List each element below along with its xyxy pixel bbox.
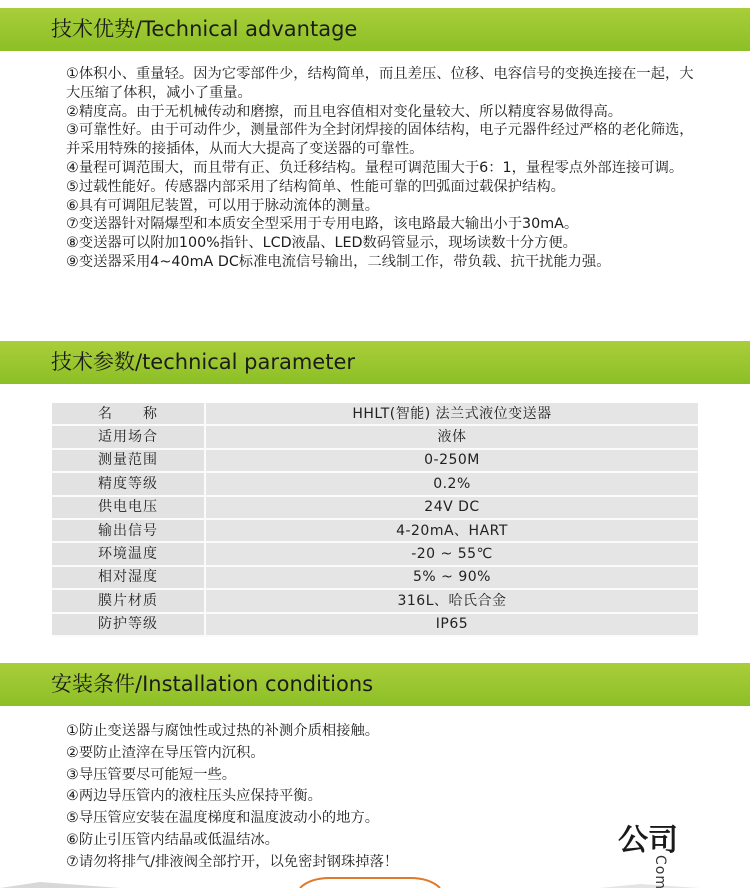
company-logo: 公司 [618,823,678,858]
param-value: HHLT(智能) 法兰式液位变送器 [205,403,698,425]
table-row [52,472,698,495]
parameter-banner [0,341,750,384]
parameter-title: 技术参数/technical parameter [51,350,356,374]
advantage-item: ①体积小、重量轻。因为它零部件少，结构简单，而且差压、位移、电容信号的变换连接在一起，大大压缩了体积，减小了重量。 [66,66,694,101]
advantage-item: ⑧变送器可以附加100%指针、LCD液晶、LED数码管显示，现场读数十分方便。 [66,235,577,252]
advantage-item: ⑨变送器采用4~40mA DC标准电流信号输出，二线制工作，带负载、抗干扰能力强。 [66,253,611,270]
param-key: 防护等级 [52,613,205,636]
parameter-table [52,403,698,637]
table-row [52,542,698,565]
param-value: 0.2% [205,472,698,495]
param-value: IP65 [205,613,698,636]
param-value: 24V DC [205,496,698,519]
table-row [52,425,698,448]
installation-item: ②要防止渣滓在导压管内沉积。 [66,744,265,761]
table-row [52,496,698,519]
advantage-title: 技术优势/Technical advantage [51,17,358,41]
param-key: 输出信号 [52,519,205,542]
logo-com-text: Com [652,855,668,890]
param-value: -20 ~ 55℃ [205,542,698,565]
installation-item: ③导压管要尽可能短一些。 [66,766,237,783]
bottom-decoration [0,860,750,888]
param-key: 环境温度 [52,542,205,565]
param-value: 5% ~ 90% [205,566,698,589]
table-row [52,589,698,612]
advantage-item: ④量程可调范围大，而且带有正、负迁移结构。量程可调范围大于6：1，量程零点外部连接可调。 [66,159,684,176]
param-value: 0-250M [205,449,698,472]
advantage-item: ⑦变送器针对隔爆型和本质安全型采用于专用电路，该电路最大输出小于30mA。 [66,216,579,233]
table-row [52,519,698,542]
installation-item: ④两边导压管内的液柱压头应保持平衡。 [66,788,322,805]
table-row [52,403,698,425]
param-value: 液体 [205,425,698,448]
installation-title: 安装条件/Installation conditions [51,672,374,696]
advantage-banner [0,8,750,51]
advantage-item: ②精度高。由于无机械传动和磨擦，而且电容值相对变化量较大、所以精度容易做得高。 [66,103,623,120]
installation-item: ①防止变送器与腐蚀性或过热的补测介质相接触。 [66,723,380,739]
advantage-item: ⑥具有可调阻尼装置，可以用于脉动流体的测量。 [66,197,380,214]
param-key: 供电电压 [52,496,205,519]
installation-item: ⑤导压管应安装在温度梯度和温度波动小的地方。 [66,810,380,827]
table-row [52,566,698,589]
param-key: 测量范围 [52,449,205,472]
installation-item: ⑦请勿将排气/排液阀全部拧开，以免密封钢珠掉落！ [66,853,399,870]
advantage-item: ③可靠性好。由于可动件少，测量部件为全封闭焊接的固体结构，电子元器件经过严格的老化筛选，并采用特殊的接插体，从而大大提高了变送器的可靠性。 [66,122,694,158]
param-key: 相对湿度 [52,566,205,589]
table-row [52,613,698,636]
advantage-item: ⑤过载性能好。传感器内部采用了结构简单、性能可靠的凹弧面过载保护结构。 [66,178,565,195]
param-value: 316L、哈氏合金 [205,589,698,612]
param-value: 4-20mA、HART [205,519,698,542]
installation-banner [0,663,750,706]
advantage-list [66,65,696,272]
installation-list [66,721,696,874]
installation-item: ⑥防止引压管内结晶或低温结冰。 [66,831,279,848]
table-row [52,449,698,472]
param-key: 适用场合 [52,425,205,448]
param-key: 名 称 [52,403,205,425]
param-key: 膜片材质 [52,589,205,612]
param-key: 精度等级 [52,472,205,495]
